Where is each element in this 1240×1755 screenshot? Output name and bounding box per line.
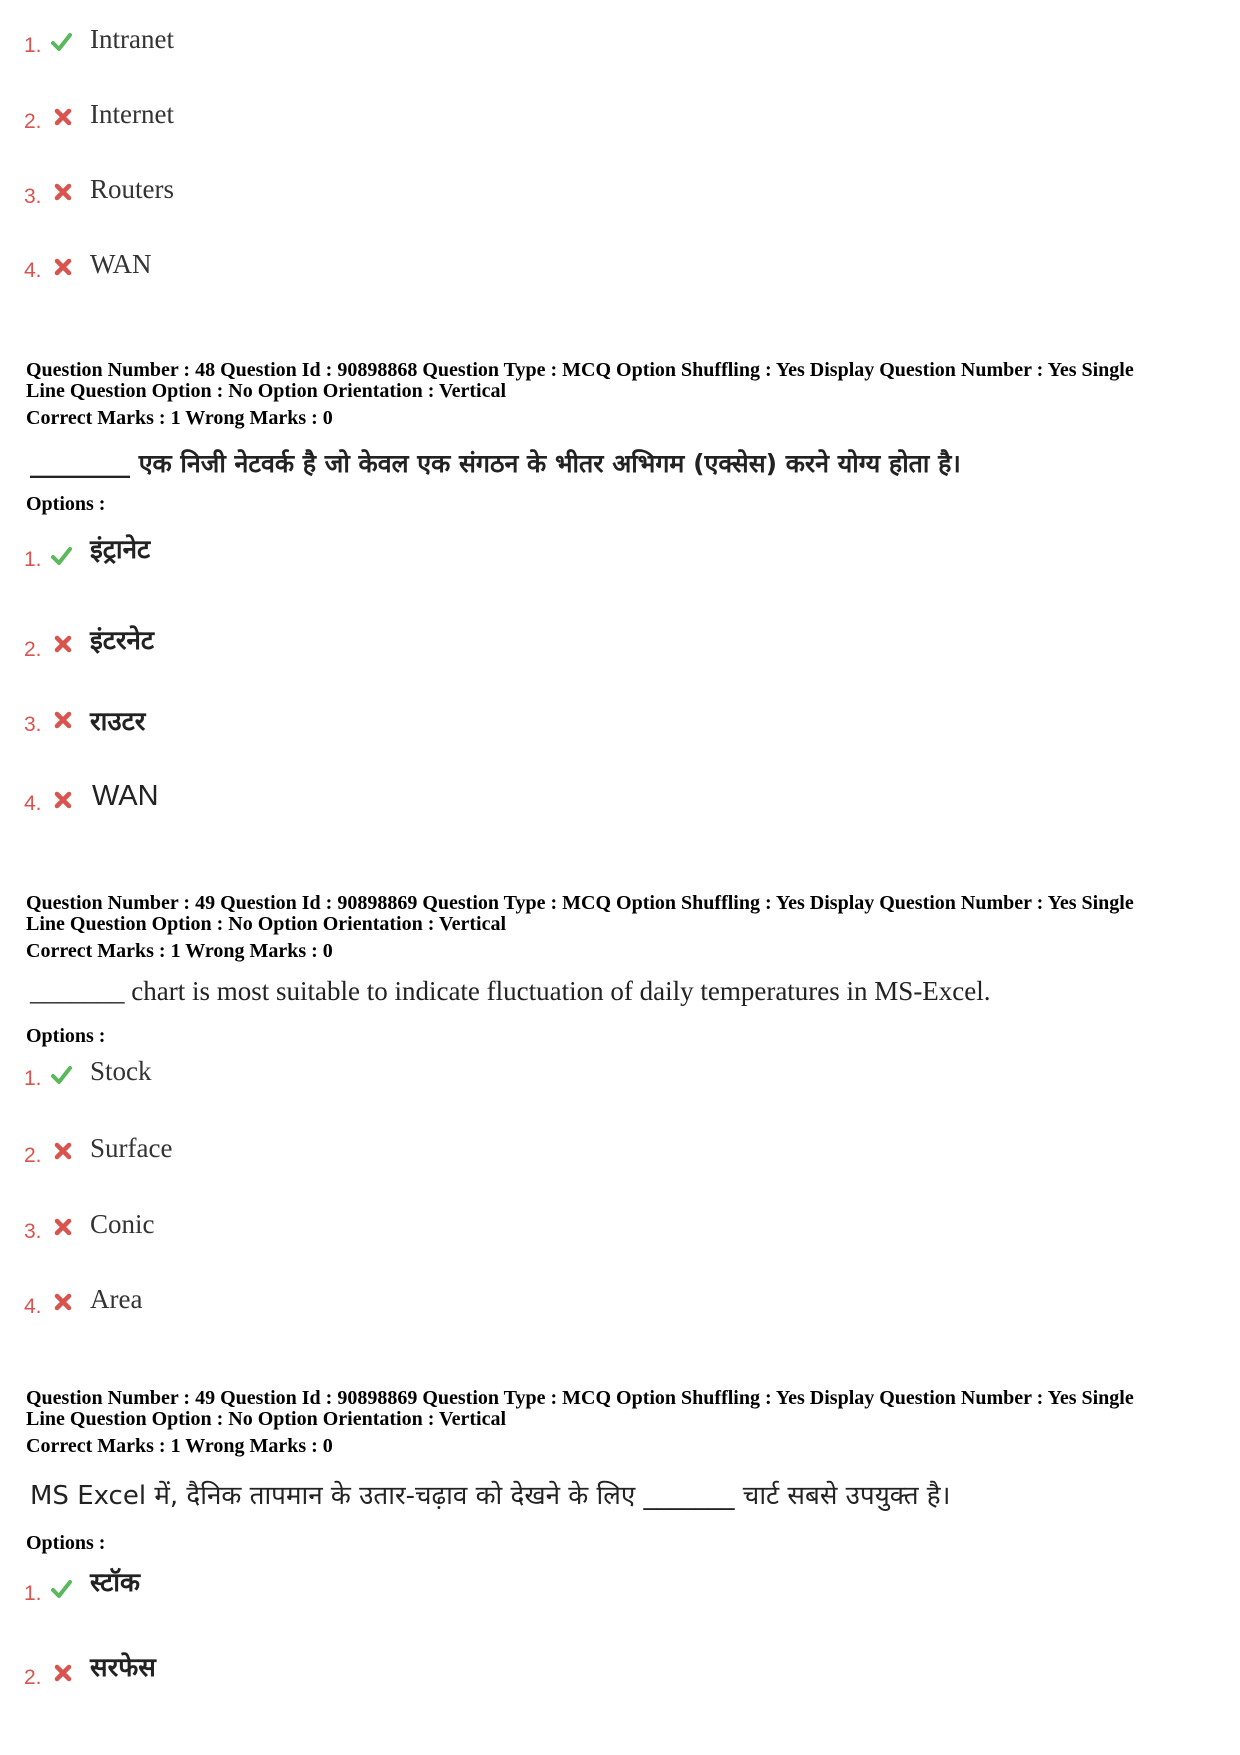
option-text: Internet (90, 99, 174, 129)
cross-icon (52, 256, 74, 278)
option-number: 1. (24, 548, 42, 571)
question-meta-line-1: Question Number : 48 Question Id : 90898868 Question Type : MCQ Option Shuffling : Yes Display Question Number : Yes Single (26, 359, 1134, 381)
option-text: Conic (90, 1209, 155, 1239)
option-text: WAN (92, 780, 159, 812)
option-number: 4. (24, 259, 42, 282)
option-text: सरफेस (90, 1653, 156, 1683)
cross-icon (52, 633, 74, 655)
marks-line: Correct Marks : 1 Wrong Marks : 0 (26, 407, 333, 429)
cross-icon (52, 1216, 74, 1238)
question-blank: _______ (643, 1481, 735, 1511)
question-meta (26, 893, 1218, 935)
option-number: 2. (24, 110, 42, 133)
question-blank: ________ (30, 449, 130, 478)
question-meta-line-1: Question Number : 49 Question Id : 90898869 Question Type : MCQ Option Shuffling : Yes Display Question Number : Yes Single (26, 1387, 1134, 1409)
cross-icon (52, 181, 74, 203)
question-body: chart is most suitable to indicate fluctuation of daily temperatures in MS-Excel. (124, 976, 991, 1006)
cross-icon (52, 709, 74, 731)
option-number: 2. (24, 638, 42, 661)
question-text (30, 1476, 1222, 1512)
option-text: Area (90, 1284, 143, 1314)
question-meta-line-1: Question Number : 49 Question Id : 90898869 Question Type : MCQ Option Shuffling : Yes Display Question Number : Yes Single (26, 892, 1134, 914)
check-icon (50, 545, 72, 567)
cross-icon (52, 106, 74, 128)
cross-icon (52, 1291, 74, 1313)
option-number: 4. (24, 792, 42, 815)
check-icon (50, 31, 72, 53)
option-number: 1. (24, 34, 42, 57)
options-label: Options : (26, 1532, 106, 1554)
option-text: Stock (90, 1056, 152, 1086)
option-text: Routers (90, 174, 174, 204)
question-blank: _______ (30, 976, 125, 1006)
option-text: WAN (90, 249, 152, 279)
option-number: 3. (24, 713, 42, 736)
question-meta (26, 1388, 1218, 1430)
option-text: इंटरनेट (90, 626, 155, 656)
option-number: 2. (24, 1666, 42, 1689)
option-text: Intranet (90, 24, 174, 54)
question-meta-line-2: Line Question Option : No Option Orientation : Vertical (26, 380, 507, 402)
option-text: इंट्रानेट (90, 535, 151, 565)
option-number: 2. (24, 1144, 42, 1167)
marks-line: Correct Marks : 1 Wrong Marks : 0 (26, 1435, 333, 1457)
cross-icon (52, 1662, 74, 1684)
question-text (30, 446, 1222, 480)
question-meta-line-2: Line Question Option : No Option Orientation : Vertical (26, 913, 507, 935)
option-text: Surface (90, 1133, 173, 1163)
option-text: स्टॉक (90, 1568, 140, 1598)
options-label: Options : (26, 1025, 106, 1047)
option-number: 4. (24, 1295, 42, 1318)
option-number: 3. (24, 185, 42, 208)
question-body: एक निजी नेटवर्क है जो केवल एक संगठन के भीतर अभिगम (एक्सेस) करने योग्य होता है। (130, 449, 961, 478)
option-text: राउटर (90, 707, 146, 737)
question-pre: MS Excel में, दैनिक तापमान के उतार-चढ़ाव को देखने के लिए (30, 1481, 644, 1511)
option-number: 3. (24, 1220, 42, 1243)
question-text (30, 976, 1222, 1007)
marks-line: Correct Marks : 1 Wrong Marks : 0 (26, 940, 333, 962)
cross-icon (52, 1140, 74, 1162)
option-number: 1. (24, 1582, 42, 1605)
options-label: Options : (26, 493, 106, 515)
question-meta-line-2: Line Question Option : No Option Orientation : Vertical (26, 1408, 507, 1430)
question-post: चार्ट सबसे उपयुक्त है। (734, 1481, 951, 1511)
cross-icon (52, 789, 74, 811)
check-icon (50, 1064, 72, 1086)
option-number: 1. (24, 1067, 42, 1090)
check-icon (50, 1578, 72, 1600)
question-meta (26, 360, 1218, 402)
